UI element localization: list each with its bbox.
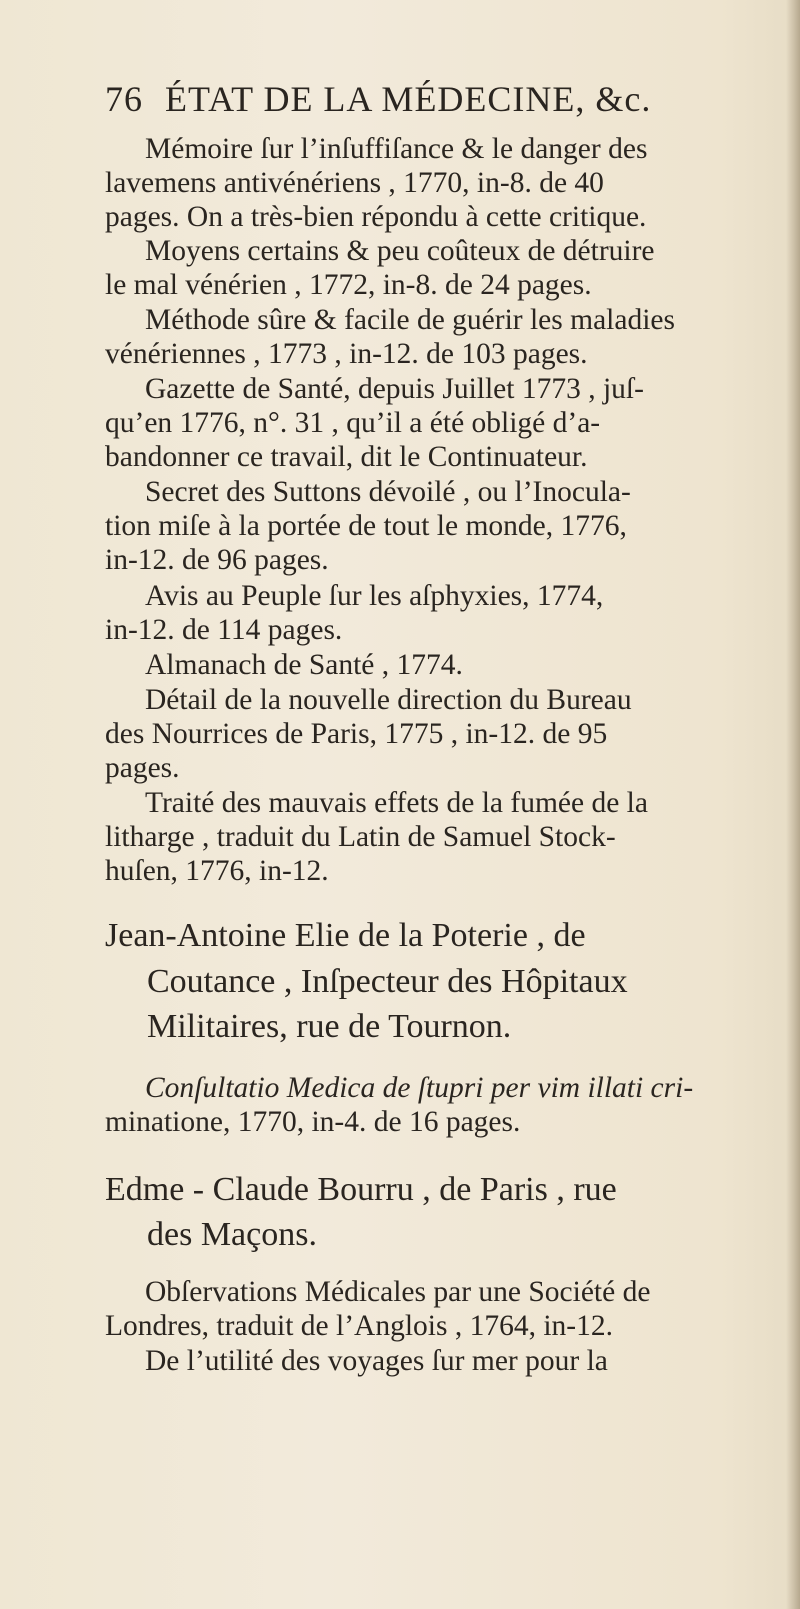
italic-title-line: Conſultatio Medica de ſtupri per vim illati cri- <box>145 1072 694 1104</box>
text-line: Londres, traduit de l’Anglois , 1764, in-12. <box>105 1310 613 1342</box>
author-line: Edme - Claude Bourru , de Paris , rue <box>105 1171 617 1208</box>
text-line: Moyens certains & peu coûteux de détruire <box>145 235 655 267</box>
author-line: Coutance , Inſpecteur des Hôpitaux <box>147 963 628 1000</box>
text-line: Méthode sûre & facile de guérir les maladies <box>145 304 675 336</box>
text-line: qu’en 1776, n°. 31 , qu’il a été obligé d’a- <box>105 407 601 439</box>
author-line: des Maçons. <box>147 1216 317 1253</box>
text-line: Gazette de Santé, depuis Juillet 1773 , juſ- <box>145 373 644 405</box>
text-line: Mémoire ſur l’inſuffiſance & le danger des <box>145 133 648 165</box>
text-line: tion miſe à la portée de tout le monde, 1776, <box>105 510 627 542</box>
text-line: De l’utilité des voyages ſur mer pour la <box>145 1345 608 1377</box>
page-number: 76 <box>105 79 143 119</box>
text-line: Secret des Suttons dévoilé , ou l’Inocula- <box>145 476 631 508</box>
text-line: Obſervations Médicales par une Société de <box>145 1276 651 1308</box>
text-line: bandonner ce travail, dit le Continuateur. <box>105 441 588 473</box>
text-line: in-12. de 96 pages. <box>105 544 329 576</box>
text-line: le mal vénérien , 1772, in-8. de 24 pages. <box>105 269 592 301</box>
author-line: Jean-Antoine Elie de la Poterie , de <box>105 917 586 954</box>
text-line: Avis au Peuple ſur les aſphyxies, 1774, <box>145 580 604 612</box>
author-line: Militaires, rue de Tournon. <box>147 1008 512 1045</box>
running-title: ÉTAT DE LA MÉDECINE, &c. <box>165 79 652 119</box>
text-line: in-12. de 114 pages. <box>105 614 343 646</box>
text-line: huſen, 1776, in-12. <box>105 855 329 887</box>
text-line: minatione, 1770, in-4. de 16 pages. <box>105 1106 521 1138</box>
text-line: des Nourrices de Paris, 1775 , in-12. de 95 <box>105 718 608 750</box>
running-header <box>105 78 705 120</box>
text-line: litharge , traduit du Latin de Samuel Stock- <box>105 821 616 853</box>
text-line: vénériennes , 1773 , in-12. de 103 pages. <box>105 338 588 370</box>
text-line: Traité des mauvais effets de la fumée de la <box>145 787 648 819</box>
page-edge-shadow <box>786 0 800 1609</box>
text-line: lavemens antivénériens , 1770, in-8. de 40 <box>105 167 604 199</box>
text-line: Almanach de Santé , 1774. <box>145 649 463 681</box>
text-line: Détail de la nouvelle direction du Bureau <box>145 684 632 716</box>
text-line: pages. <box>105 752 180 784</box>
text-line: pages. On a très-bien répondu à cette critique. <box>105 201 647 233</box>
